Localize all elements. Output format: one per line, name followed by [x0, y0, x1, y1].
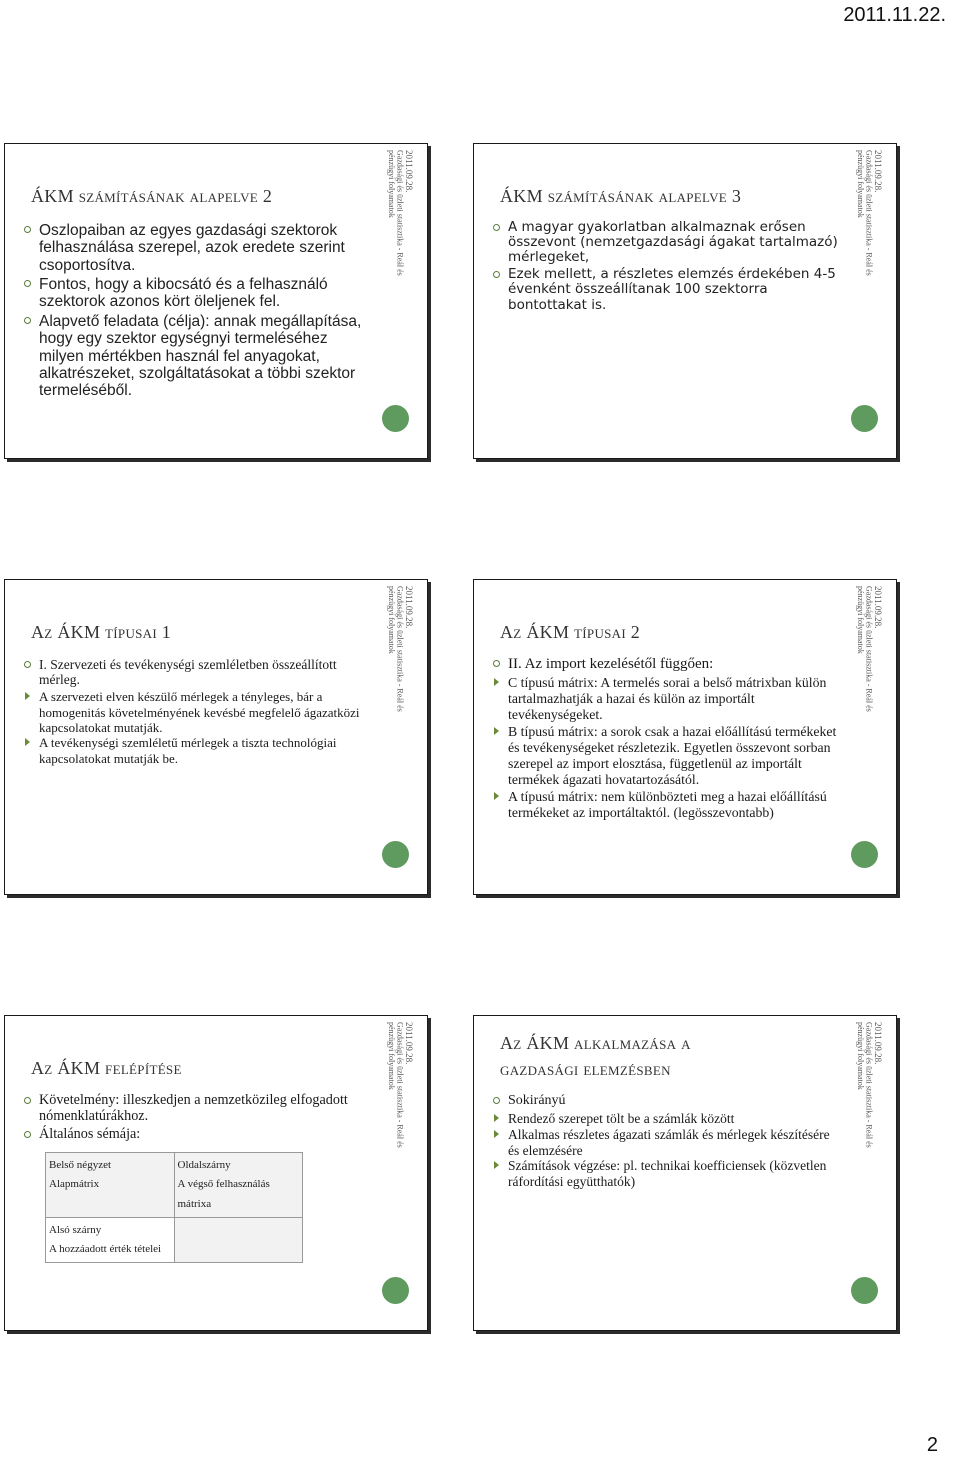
bullet-item: A magyar gyakorlatban alkalmaznak erősen összevont (nemzetgazdasági ágakat tartalmazó) mérlegeket, — [492, 220, 844, 265]
green-circle-icon — [851, 1277, 878, 1304]
arrow-bullet-icon — [494, 1161, 499, 1169]
slide-body — [23, 1093, 375, 1145]
slide-footer-line1: Gazdasági és üzleti statisztika - Reál és — [395, 1022, 405, 1148]
sub-bullet-item: Alkalmas részletes ágazati számlák és mérlegek készítésére és elemzésére — [492, 1127, 844, 1159]
slide-footer-line2: pénzügyi folyamatok — [387, 586, 397, 654]
sub-bullet-item: B típusú mátrix: a sorok csak a hazai előállítású termékeket és tevékenységeket részletezik. Egyetlen összevont sorban szerepel az import elosztása, függetlenül az importált termékek ágazati hovatartozásától. — [492, 724, 844, 789]
slide-footer-vertical — [852, 586, 882, 856]
green-circle-icon — [382, 1277, 409, 1304]
slide-date: 2011.09.28. — [404, 150, 414, 193]
ring-bullet-icon — [24, 1131, 31, 1138]
slide-footer-line2: pénzügyi folyamatok — [387, 150, 397, 218]
bullet-item: Alapvető feladata (célja): annak megállapítása, hogy egy szektor egységnyi termeléséhez milyen mértékben használ fel anyagokat, alkatrészeket, szolgáltatásokat a többi szektor termeléséből. — [23, 313, 375, 400]
bullet-item: Sokirányú — [492, 1093, 844, 1109]
slide-title: Az ÁKM típusai 1 — [31, 622, 172, 642]
green-circle-icon — [851, 841, 878, 868]
slide-body — [492, 656, 844, 821]
slide-date: 2011.09.28. — [404, 1022, 414, 1065]
slide-date: 2011.09.28. — [404, 586, 414, 629]
arrow-bullet-icon — [494, 727, 499, 735]
slide-title: ÁKM számításának alapelve 3 — [500, 186, 742, 206]
slide-title: Az ÁKM alkalmazása a gazdasági elemzésben — [500, 1033, 691, 1080]
ring-bullet-icon — [493, 271, 500, 278]
schema-cell-side-wing: Oldalszárny A végső felhasználás mátrixa — [174, 1153, 303, 1218]
slide-date: 2011.09.28. — [873, 586, 883, 629]
slide-footer-vertical — [383, 586, 413, 856]
slide-5 — [4, 1015, 428, 1331]
sub-bullet-item: Rendező szerepet tölt be a számlák között — [492, 1111, 844, 1127]
slide-footer-line1: Gazdasági és üzleti statisztika - Reál és — [864, 1022, 874, 1148]
bullet-item: I. Szervezeti és tevékenységi szemléletben összeállított mérleg. — [23, 657, 375, 687]
green-circle-icon — [382, 405, 409, 432]
sub-bullet-item: A szervezeti elven készülő mérlegek a tényleges, bár a homogenitás követelményének kevésbé megfelelő ágazatközi kapcsolatokat mutatják. — [23, 689, 375, 735]
green-circle-icon — [382, 841, 409, 868]
slide-title: Az ÁKM típusai 2 — [500, 622, 641, 642]
slide-footer-line2: pénzügyi folyamatok — [856, 586, 866, 654]
slide-footer-vertical — [383, 1022, 413, 1292]
ring-bullet-icon — [24, 317, 31, 324]
ring-bullet-icon — [493, 660, 500, 667]
bullet-item: Ezek mellett, a részletes elemzés érdekében 4-5 évenként összeállítanak 100 szektorra bontottakat is. — [492, 267, 844, 312]
schema-cell-inner-square: Belső négyzet Alapmátrix — [46, 1153, 175, 1218]
slide-body — [23, 222, 375, 402]
sub-bullet-item: Számítások végzése: pl. technikai koefficiensek (közvetlen ráfordítási együtthatók) — [492, 1158, 844, 1190]
slide-body — [492, 1093, 844, 1190]
bullet-item: Oszlopaiban az egyes gazdasági szektorok felhasználása szerepel, azok eredete szerint csoportosítva. — [23, 222, 375, 274]
slide-title: ÁKM számításának alapelve 2 — [31, 186, 273, 206]
slide-footer-line1: Gazdasági és üzleti statisztika - Reál és — [395, 150, 405, 276]
slide-footer-line1: Gazdasági és üzleti statisztika - Reál és — [395, 586, 405, 712]
slide-4 — [473, 579, 897, 895]
arrow-bullet-icon — [25, 738, 30, 746]
slide-footer-vertical — [852, 1022, 882, 1292]
slide-2 — [473, 143, 897, 459]
slide-3 — [4, 579, 428, 895]
slide-date: 2011.09.28. — [873, 1022, 883, 1065]
ring-bullet-icon — [24, 1097, 31, 1104]
ring-bullet-icon — [24, 661, 31, 668]
bullet-item: Általános sémája: — [23, 1127, 375, 1143]
ring-bullet-icon — [493, 224, 500, 231]
slide-body — [23, 657, 375, 766]
slide-title: Az ÁKM felépítése — [31, 1058, 182, 1078]
arrow-bullet-icon — [494, 1130, 499, 1138]
slide-footer-vertical — [383, 150, 413, 420]
schema-cell-bottom-wing: Alsó szárny A hozzáadott érték tételei — [46, 1217, 175, 1263]
page-number: 2 — [926, 1434, 938, 1456]
slide-date: 2011.09.28. — [873, 150, 883, 193]
bullet-item: Követelmény: illeszkedjen a nemzetközileg elfogadott nómenklatúrákhoz. — [23, 1093, 375, 1125]
slide-1 — [4, 143, 428, 459]
arrow-bullet-icon — [494, 1114, 499, 1122]
schema-table — [45, 1152, 303, 1263]
slide-body — [492, 220, 844, 315]
green-circle-icon — [851, 405, 878, 432]
header-date: 2011.11.22. — [843, 4, 946, 26]
arrow-bullet-icon — [494, 678, 499, 686]
slide-footer-line2: pénzügyi folyamatok — [856, 1022, 866, 1090]
slide-footer-line1: Gazdasági és üzleti statisztika - Reál és — [864, 150, 874, 276]
arrow-bullet-icon — [25, 692, 30, 700]
bullet-item: II. Az import kezelésétől függően: — [492, 656, 844, 673]
ring-bullet-icon — [24, 280, 31, 287]
arrow-bullet-icon — [494, 792, 499, 800]
slide-footer-line2: pénzügyi folyamatok — [856, 150, 866, 218]
slide-footer-line1: Gazdasági és üzleti statisztika - Reál és — [864, 586, 874, 712]
schema-cell-empty — [174, 1217, 303, 1263]
slide-footer-vertical — [852, 150, 882, 420]
slide-footer-line2: pénzügyi folyamatok — [387, 1022, 397, 1090]
ring-bullet-icon — [493, 1097, 500, 1104]
sub-bullet-item: C típusú mátrix: A termelés sorai a belső mátrixban külön tartalmazhatják a hazai és külön az importált tevékenységeket. — [492, 675, 844, 724]
sub-bullet-item: A típusú mátrix: nem különbözteti meg a hazai előállítású termékeket az importáltaktól. (legösszevontabb) — [492, 789, 844, 822]
slide-6 — [473, 1015, 897, 1331]
ring-bullet-icon — [24, 226, 31, 233]
bullet-item: Fontos, hogy a kibocsátó és a felhasználó szektorok azonos kört öleljenek fel. — [23, 276, 375, 311]
sub-bullet-item: A tevékenységi szemléletű mérlegek a tiszta technológiai kapcsolatokat mutatják be. — [23, 735, 375, 766]
